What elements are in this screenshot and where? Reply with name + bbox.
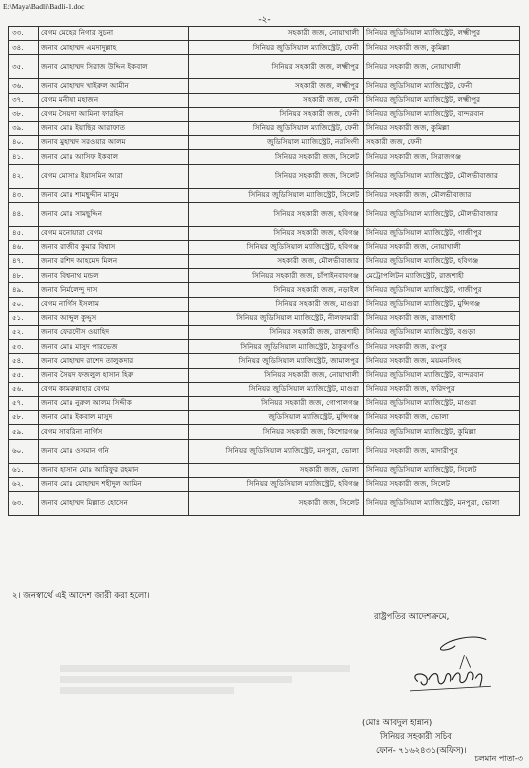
serial-cell: ৫৪. <box>9 354 39 368</box>
name-cell: জনাব মোহাম্মদ মিল্লাত হোসেন <box>39 491 189 515</box>
table-row <box>9 411 520 425</box>
transfer-table-body <box>9 27 520 516</box>
signer-designation: সিনিয়র সহকারী সচিব <box>380 731 452 741</box>
serial-cell: ৪৩. <box>9 188 39 202</box>
signer-phone: ফোন- ৭১৬২৪৩১(অফিস)। <box>376 745 467 755</box>
current-posting-cell: সহকারী জজ, ভোলা <box>189 463 364 477</box>
serial-cell: ৩৮. <box>9 107 39 121</box>
current-posting-cell: সিনিয়র সহকারী জজ, ফেনী <box>189 107 364 121</box>
table-row <box>9 79 520 93</box>
table-row <box>9 226 520 240</box>
table-row <box>9 340 520 354</box>
new-posting-cell: সহকারী জজ, ফেনী <box>364 136 520 150</box>
new-posting-cell: সিনিয়র জুডিসিয়াল ম্যাজিস্ট্রেট, মনপুরা, ভোলা <box>364 491 520 515</box>
name-cell: জনাব মোঃ আসিফ ইকবাল <box>39 150 189 164</box>
name-cell: জনাব নির্মলেন্দু দাস <box>39 283 189 297</box>
serial-cell: ৩৫. <box>9 55 39 79</box>
name-cell: জনাব মোঃ ওসমান গনি <box>39 439 189 463</box>
name-cell: জনাব মোঃ মোহাম্মদ শহীদুল আমিন <box>39 477 189 491</box>
new-posting-cell: সিনিয়র জুডিসিয়াল ম্যাজিস্ট্রেট, ফেনী <box>364 79 520 93</box>
name-cell: জনাব মোঃ সামছুদ্দিন <box>39 202 189 226</box>
current-posting-cell: সিনিয়র জুডিসিয়াল ম্যাজিস্ট্রেট, ঠাকুরগাঁও <box>189 340 364 354</box>
name-cell: জনাব মোহাম্মদ রাশেদ তালুকদার <box>39 354 189 368</box>
file-path: E:\Maya\Badli\Badli-1.doc <box>3 2 85 11</box>
table-row <box>9 396 520 410</box>
name-cell: জনাব মোহাম্মদ সিরাজ উদ্দিন ইকবাল <box>39 55 189 79</box>
current-posting-cell: সিনিয়র জুডিসিয়াল ম্যাজিস্ট্রেট, মাগুরা <box>189 382 364 396</box>
name-cell: বেগম মোসাঃ ইয়াসমিন আরা <box>39 164 189 188</box>
new-posting-cell: সিনিয়র জুডিসিয়াল ম্যাজিস্ট্রেট, হবিগঞ্জ <box>364 255 520 269</box>
current-posting-cell: সিনিয়র সহকারী জজ, নোয়াখালী <box>189 368 364 382</box>
new-posting-cell: সিনিয়র জুডিসিয়াল ম্যাজিস্ট্রেট, গাজীপুর <box>364 283 520 297</box>
serial-cell: ৫০. <box>9 297 39 311</box>
table-row <box>9 107 520 121</box>
bleed-through-text <box>60 665 350 695</box>
table-row <box>9 425 520 439</box>
new-posting-cell: সিনিয়র সহকারী জজ, ফরিদপুর <box>364 382 520 396</box>
new-posting-cell: সিনিয়র জুডিসিয়াল ম্যাজিস্ট্রেট, গাজীপুর <box>364 226 520 240</box>
serial-cell: ৪৬. <box>9 240 39 254</box>
table-row <box>9 297 520 311</box>
current-posting-cell: সিনিয়র জুডিসিয়াল ম্যাজিস্ট্রেট, ফেনী <box>189 121 364 135</box>
new-posting-cell: সিনিয়র সহকারী জজ, রংপুর <box>364 340 520 354</box>
table-row <box>9 55 520 79</box>
table-row <box>9 439 520 463</box>
name-cell: জনাব রশিদ আহমেদ মিলন <box>39 255 189 269</box>
current-posting-cell: সিনিয়র সহকারী জজ, চাঁপাইনবাবগঞ্জ <box>189 269 364 283</box>
serial-cell: ৪৭. <box>9 255 39 269</box>
new-posting-cell: সিনিয়র জুডিসিয়াল ম্যাজিস্ট্রেট, মৌলভীবাজার <box>364 164 520 188</box>
current-posting-cell: সিনিয়র সহকারী জজ, গোপালগঞ্জ <box>189 396 364 410</box>
table-row <box>9 121 520 135</box>
serial-cell: ৪৮. <box>9 269 39 283</box>
table-row <box>9 326 520 340</box>
name-cell: জনাব আব্দুল কুদ্দুস <box>39 311 189 325</box>
name-cell: বেগম মেহের নিগার সুচনা <box>39 27 189 41</box>
table-row <box>9 463 520 477</box>
serial-cell: ৫১. <box>9 311 39 325</box>
serial-cell: ৪২. <box>9 164 39 188</box>
table-row <box>9 354 520 368</box>
table-row <box>9 311 520 325</box>
table-row <box>9 491 520 515</box>
table-row <box>9 136 520 150</box>
table-row <box>9 477 520 491</box>
name-cell: জনাব মোঃ ইয়াছির আরাফাত <box>39 121 189 135</box>
new-posting-cell: সিনিয়র সহকারী জজ, সিলেট <box>364 477 520 491</box>
table-row <box>9 368 520 382</box>
new-posting-cell: সিনিয়র জুডিসিয়াল ম্যাজিস্ট্রেট, মৌলভীবাজার <box>364 202 520 226</box>
order-paragraph: ২। জনস্বার্থে এই আদেশ জারী করা হলো। <box>12 591 150 601</box>
new-posting-cell: সিনিয়র জুডিসিয়াল ম্যাজিস্ট্রেট, মাগুরা <box>364 396 520 410</box>
current-posting-cell: সিনিয়র সহকারী জজ, কিশোরগঞ্জ <box>189 425 364 439</box>
table-row <box>9 382 520 396</box>
new-posting-cell: সিনিয়র সহকারী জজ, কুমিল্লা <box>364 41 520 55</box>
serial-cell: ৩৪. <box>9 41 39 55</box>
current-posting-cell: জুডিসিয়াল ম্যাজিস্ট্রেট, নরসিংদী <box>189 136 364 150</box>
serial-cell: ৪৫. <box>9 226 39 240</box>
name-cell: বেগম কামরুন্নাহার বেগম <box>39 382 189 396</box>
serial-cell: ৫৭. <box>9 396 39 410</box>
serial-cell: ৫৬. <box>9 382 39 396</box>
transfer-table <box>8 26 520 516</box>
table-row <box>9 150 520 164</box>
name-cell: জনাব ফেরদৌস ওয়াহিদ <box>39 326 189 340</box>
new-posting-cell: সিনিয়র সহকারী জজ, রাজশাহী <box>364 311 520 325</box>
table-row <box>9 283 520 297</box>
name-cell: জনাব মোঃ ইকবাল মাসুদ <box>39 411 189 425</box>
new-posting-cell: সিনিয়র জুডিসিয়াল ম্যাজিস্ট্রেট, কুমিল্লা <box>364 425 520 439</box>
name-cell: জনাব রাজীব কুমার বিশ্বাস <box>39 240 189 254</box>
serial-cell: ৫৫. <box>9 368 39 382</box>
serial-cell: ৬০. <box>9 439 39 463</box>
new-posting-cell: সিনিয়র সহকারী জজ, মাদারীপুর <box>364 439 520 463</box>
new-posting-cell: সিনিয়র জুডিসিয়াল ম্যাজিস্ট্রেট, বান্দরবান <box>364 107 520 121</box>
table-row <box>9 27 520 41</box>
current-posting-cell: জুডিসিয়াল ম্যাজিস্ট্রেট, মুন্সিগঞ্জ <box>189 411 364 425</box>
new-posting-cell: সিনিয়র সহকারী জজ, ময়মনসিংহ <box>364 354 520 368</box>
serial-cell: ৪০. <box>9 136 39 150</box>
name-cell: জনাব হাসান মোঃ আরিফুর রহমান <box>39 463 189 477</box>
handwritten-signature <box>380 624 510 694</box>
name-cell: জনাব মোঃ শামছুদ্দীন মাসুম <box>39 188 189 202</box>
table-row <box>9 269 520 283</box>
current-posting-cell: সিনিয়র জুডিসিয়াল ম্যাজিস্ট্রেট, হবিগঞ্জ <box>189 477 364 491</box>
serial-cell: ৬৩. <box>9 491 39 515</box>
current-posting-cell: সিনিয়র সহকারী জজ, লক্ষ্মীপুর <box>189 55 364 79</box>
serial-cell: ৬২. <box>9 477 39 491</box>
serial-cell: ৬১. <box>9 463 39 477</box>
new-posting-cell: সিনিয়র জুডিসিয়াল ম্যাজিস্ট্রেট, মুন্সিগঞ্জ <box>364 297 520 311</box>
name-cell: বেগম মনীষা মহাজন <box>39 93 189 107</box>
serial-cell: ৫২. <box>9 326 39 340</box>
name-cell: জনাব মোঃ মাসুদ পারভেজ <box>39 340 189 354</box>
serial-cell: ৫৮. <box>9 411 39 425</box>
name-cell: বেগম মনোয়ারা বেগম <box>39 226 189 240</box>
new-posting-cell: সিনিয়র জুডিসিয়াল ম্যাজিস্ট্রেট, বান্দরবান <box>364 368 520 382</box>
table-row <box>9 188 520 202</box>
name-cell: জনাব বিশ্বনাথ মন্ডল <box>39 269 189 283</box>
current-posting-cell: সহকারী জজ, লক্ষ্মীপুর <box>189 79 364 93</box>
new-posting-cell: সিনিয়র সহকারী জজ, নোয়াখালী <box>364 55 520 79</box>
current-posting-cell: সহকারী জজ, মৌলভীবাজার <box>189 255 364 269</box>
order-by-line: রাষ্ট্রপতির আদেশক্রমে, <box>374 612 450 622</box>
name-cell: বেগম সাবরিনা নার্গিস <box>39 425 189 439</box>
current-posting-cell: সহকারী জজ, নোয়াখালী <box>189 27 364 41</box>
new-posting-cell: সিনিয়র সহকারী জজ, ভোলা <box>364 411 520 425</box>
current-posting-cell: সিনিয়র জুডিসিয়াল ম্যাজিস্ট্রেট, সিলেট <box>189 188 364 202</box>
new-posting-cell: সিনিয়র জুডিসিয়াল ম্যাজিস্ট্রেট, বগুড়া <box>364 326 520 340</box>
current-posting-cell: সিনিয়র জুডিসিয়াল ম্যাজিস্ট্রেট, হবিগঞ্জ <box>189 240 364 254</box>
current-posting-cell: সিনিয়র সহকারী জজ, নড়াইল <box>189 283 364 297</box>
new-posting-cell: সিনিয়র জুডিসিয়াল ম্যাজিস্ট্রেট, লক্ষ্মীপুর <box>364 27 520 41</box>
serial-cell: ৩৬. <box>9 79 39 93</box>
serial-cell: ৪৯. <box>9 283 39 297</box>
signer-name: (মোঃ আবদুল হান্নান) <box>362 717 433 727</box>
name-cell: জনাব মোহাম্মদ খাইরুল আমীন <box>39 79 189 93</box>
new-posting-cell: সিনিয়র জুডিসিয়াল ম্যাজিস্ট্রেট, সিলেট <box>364 463 520 477</box>
serial-cell: ৩৭. <box>9 93 39 107</box>
current-posting-cell: সিনিয়র জুডিসিয়াল ম্যাজিস্ট্রেট, জামালপুর <box>189 354 364 368</box>
table-row <box>9 164 520 188</box>
name-cell: জনাব মোঃ নুরুল আলম সিদ্দীক <box>39 396 189 410</box>
serial-cell: ৩৯. <box>9 121 39 135</box>
name-cell: বেগম সৈয়দা আমিনা ফারহিন <box>39 107 189 121</box>
serial-cell: ৫৩. <box>9 340 39 354</box>
serial-cell: ৪৪. <box>9 202 39 226</box>
table-row <box>9 41 520 55</box>
new-posting-cell: সিনিয়র সহকারী জজ, সিরাজগঞ্জ <box>364 150 520 164</box>
new-posting-cell: সিনিয়র জুডিসিয়াল ম্যাজিস্ট্রেট, লক্ষ্মীপুর <box>364 93 520 107</box>
current-posting-cell: সিনিয়র সহকারী জজ, হবিগঞ্জ <box>189 226 364 240</box>
name-cell: জনাব মোহাম্মদ এমদাদুল্লাহ <box>39 41 189 55</box>
current-posting-cell: সিনিয়র সহকারী জজ, রাজশাহী <box>189 326 364 340</box>
table-row <box>9 93 520 107</box>
current-posting-cell: সিনিয়র সহকারী জজ, সিলেট <box>189 164 364 188</box>
current-posting-cell: সিনিয়র জুডিসিয়াল ম্যাজিস্ট্রেট, মনপুরা, ভোলা <box>189 439 364 463</box>
new-posting-cell: সিনিয়র সহকারী জজ, মৌলভীবাজার <box>364 188 520 202</box>
table-row <box>9 255 520 269</box>
name-cell: বেগম নার্গিস ইসলাম <box>39 297 189 311</box>
new-posting-cell: সিনিয়র সহকারী জজ, নোয়াখালী <box>364 240 520 254</box>
name-cell: জনাব সৈয়দ ফজলুল হাসান হিরু <box>39 368 189 382</box>
current-posting-cell: সহকারী জজ, ফেনী <box>189 93 364 107</box>
current-posting-cell: সিনিয়র সহকারী জজ, সিলেট <box>189 150 364 164</box>
table-row <box>9 240 520 254</box>
serial-cell: ৫৯. <box>9 425 39 439</box>
current-posting-cell: সিনিয়র জুডিসিয়াল ম্যাজিস্ট্রেট, ফেনী <box>189 41 364 55</box>
name-cell: জনাব মুহাম্মদ সরওয়ার আলম <box>39 136 189 150</box>
current-posting-cell: সিনিয়র জুডিসিয়াল ম্যাজিস্ট্রেট, নীলফামারী <box>189 311 364 325</box>
new-posting-cell: মেট্রোপলিটন ম্যাজিস্ট্রেট, রাজশাহী <box>364 269 520 283</box>
serial-cell: ৪১. <box>9 150 39 164</box>
page-number: -২- <box>258 15 271 25</box>
serial-cell: ৩৩. <box>9 27 39 41</box>
table-row <box>9 202 520 226</box>
new-posting-cell: সিনিয়র সহকারী জজ, কুমিল্লা <box>364 121 520 135</box>
current-posting-cell: সিনিয়র সহকারী জজ, মাগুরা <box>189 297 364 311</box>
continued-page-note: চলমান পাতা-৩ <box>474 754 523 763</box>
current-posting-cell: সহকারী জজ, সিলেট <box>189 491 364 515</box>
current-posting-cell: সিনিয়র সহকারী জজ, হবিগঞ্জ <box>189 202 364 226</box>
